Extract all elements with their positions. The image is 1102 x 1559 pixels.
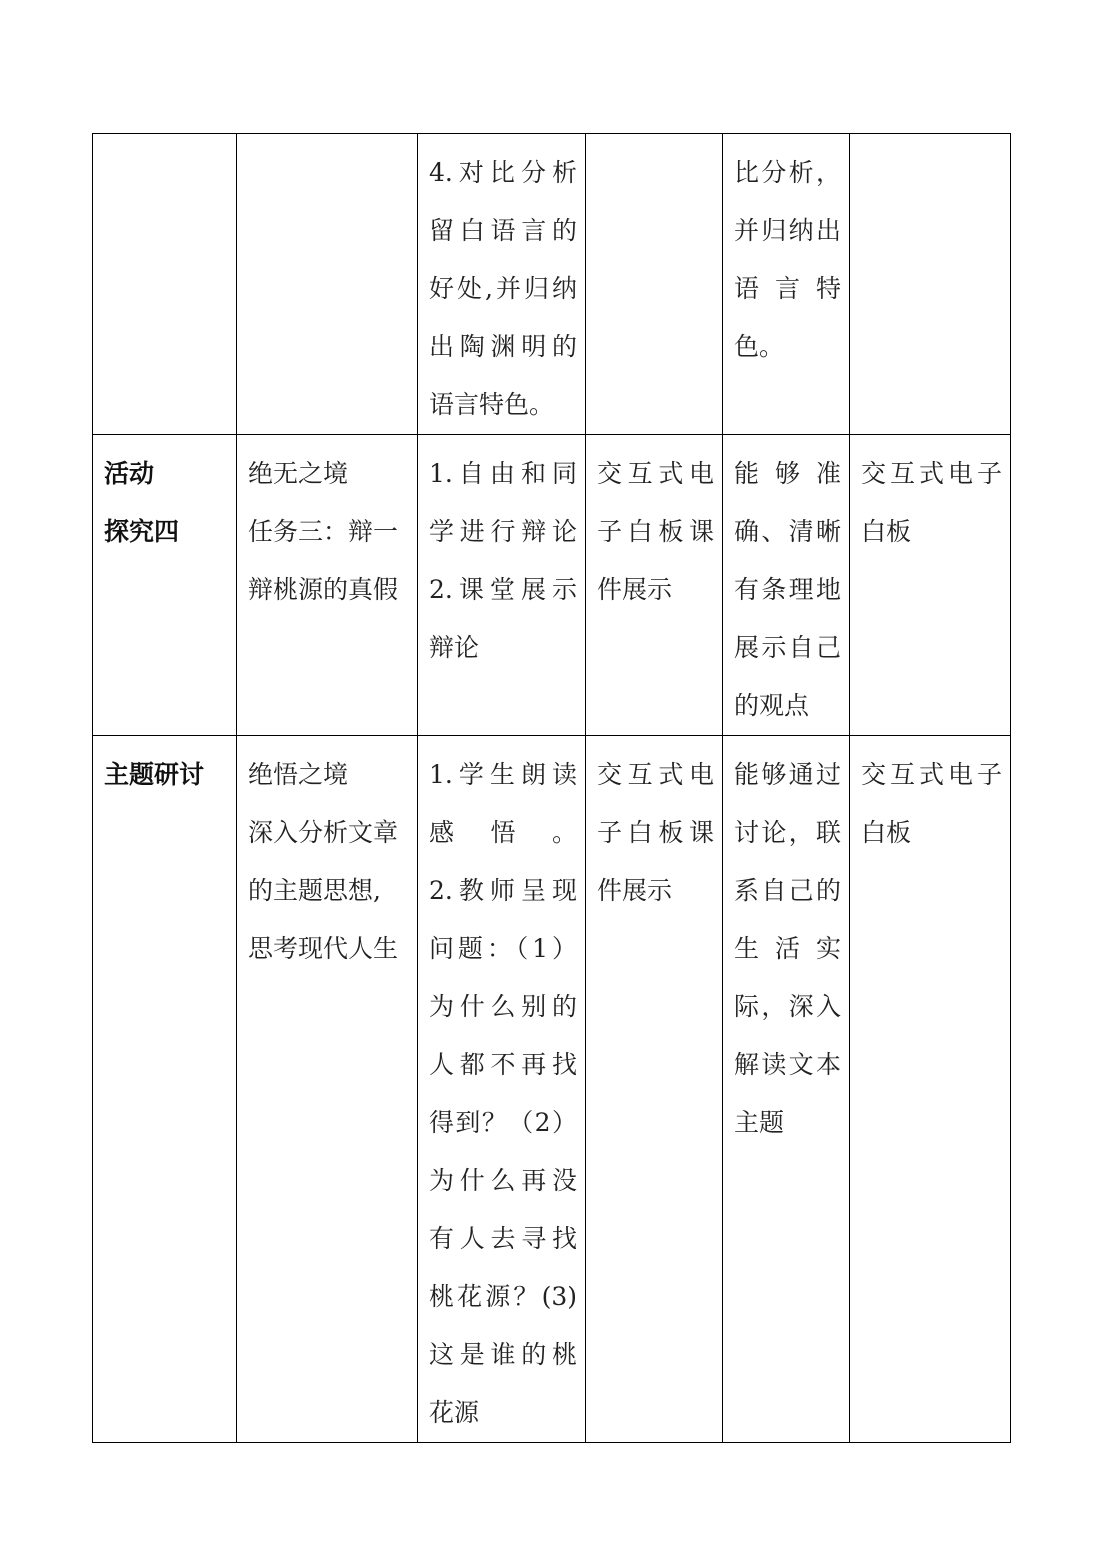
cell-text-line: 绝悟之境 — [248, 760, 349, 789]
cell-text-line: 能够通过 — [734, 760, 841, 789]
cell-text-line: 交互式电子 — [861, 760, 1002, 789]
table-row — [93, 736, 1011, 1443]
cell-text-line: 色。 — [734, 332, 785, 361]
cell-text-line: 出陶渊明的 — [429, 332, 577, 361]
media-cell — [586, 134, 723, 435]
cell-text-line: 语言特色。 — [429, 390, 555, 419]
cell-text-line: 2.课堂展示 — [429, 575, 577, 604]
cell-text-line: 子白板课 — [597, 818, 714, 847]
activity-cell — [93, 736, 237, 1443]
cell-text-line: 桃花源？(3) — [429, 1282, 577, 1311]
cell-text-line: 花源 — [429, 1398, 480, 1427]
cell-text-line: 交互式电子 — [861, 459, 1002, 488]
table-row — [93, 134, 1011, 435]
tools-cell — [850, 134, 1011, 435]
content-cell — [237, 435, 418, 736]
media-cell — [586, 736, 723, 1443]
cell-text-line: 思考现代人生 — [248, 934, 399, 963]
table-row — [93, 435, 1011, 736]
cell-text-line: 讨论，联 — [734, 818, 841, 847]
goal-cell — [723, 736, 850, 1443]
cell-text-line: 任务三：辩一 — [248, 517, 399, 546]
cell-text-line: 探究四 — [104, 517, 180, 546]
cell-text-line: 子白板课 — [597, 517, 714, 546]
cell-text-line: 辩论 — [429, 633, 480, 662]
cell-text-line: 辩桃源的真假 — [248, 575, 399, 604]
media-cell — [586, 435, 723, 736]
cell-text-line: 主题研讨 — [104, 760, 205, 789]
cell-text-line: 有条理地 — [734, 575, 841, 604]
cell-text-line: 人都不再找 — [429, 1050, 577, 1079]
cell-text-line: 2.教师呈现 — [429, 876, 577, 905]
cell-text-line: 件展示 — [597, 876, 673, 905]
tools-cell — [850, 435, 1011, 736]
cell-text-line: 深入分析文章 — [248, 818, 399, 847]
cell-text-line: 交互式电 — [597, 459, 714, 488]
cell-text-line: 主题 — [734, 1108, 785, 1137]
cell-text-line: 好处,并归纳 — [429, 274, 577, 303]
cell-text-line: 这是谁的桃 — [429, 1340, 577, 1369]
cell-text-line: 学进行辩论 — [429, 517, 577, 546]
cell-text-line: 比分析， — [734, 158, 841, 187]
tools-cell — [850, 736, 1011, 1443]
cell-text-line: 白板 — [861, 818, 912, 847]
steps-cell — [418, 134, 586, 435]
cell-text-line: 有人去寻找 — [429, 1224, 577, 1253]
cell-text-line: 为什么别的 — [429, 992, 577, 1021]
content-cell — [237, 134, 418, 435]
cell-text-line: 问题：（1） — [429, 934, 577, 963]
content-cell — [237, 736, 418, 1443]
goal-cell — [723, 134, 850, 435]
cell-text-line: 系自己的 — [734, 876, 841, 905]
cell-text-line: 际，深入 — [734, 992, 841, 1021]
cell-text-line: 绝无之境 — [248, 459, 349, 488]
cell-text-line: 1.自由和同 — [429, 459, 577, 488]
lesson-plan-table — [92, 133, 1011, 1443]
cell-text-line: 确、清晰 — [734, 517, 841, 546]
cell-text-line: 解读文本 — [734, 1050, 841, 1079]
activity-cell — [93, 435, 237, 736]
cell-text-line: 件展示 — [597, 575, 673, 604]
steps-cell — [418, 736, 586, 1443]
cell-text-line: 为什么再没 — [429, 1166, 577, 1195]
cell-text-line: 生 活 实 — [734, 934, 841, 963]
cell-text-line: 白板 — [861, 517, 912, 546]
steps-cell — [418, 435, 586, 736]
cell-text-line: 并归纳出 — [734, 216, 841, 245]
cell-text-line: 留白语言的 — [429, 216, 577, 245]
cell-text-line: 的观点 — [734, 691, 810, 720]
cell-text-line: 得到？（2） — [429, 1108, 577, 1137]
cell-text-line: 的主题思想, — [248, 876, 381, 905]
cell-text-line: 展示自己 — [734, 633, 841, 662]
cell-text-line: 4.对比分析 — [429, 158, 577, 187]
cell-text-line: 交互式电 — [597, 760, 714, 789]
goal-cell — [723, 435, 850, 736]
cell-text-line: 感悟。 — [429, 818, 577, 847]
cell-text-line: 1.学生朗读 — [429, 760, 577, 789]
cell-text-line: 能 够 准 — [734, 459, 841, 488]
cell-text-line: 活动 — [104, 459, 155, 488]
cell-text-line: 语 言 特 — [734, 274, 841, 303]
activity-cell — [93, 134, 237, 435]
